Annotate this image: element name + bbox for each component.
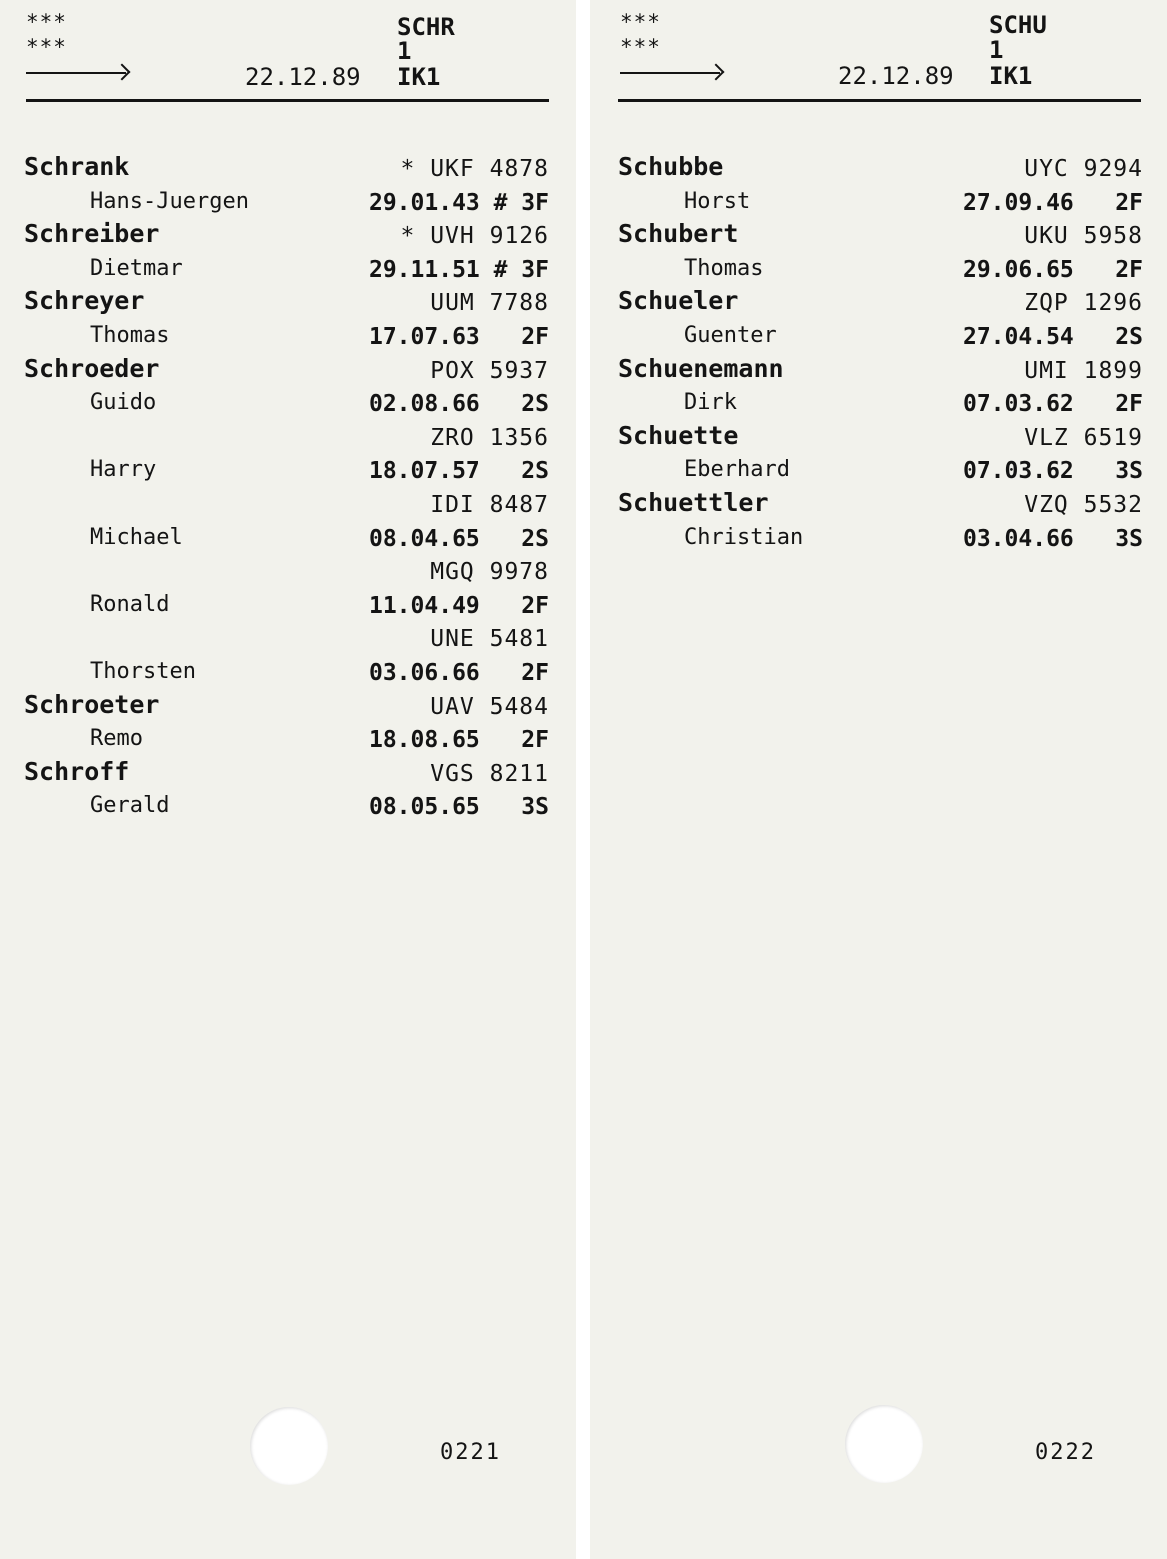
registration-code: * UKF 4878 <box>400 156 549 182</box>
table-row <box>24 555 549 589</box>
card-range: SCHR <box>397 13 455 41</box>
given-name: Thomas <box>684 255 764 281</box>
birth-date-class: 03.06.66 2F <box>368 659 549 686</box>
surname: Schubert <box>618 219 739 249</box>
table-row <box>24 522 549 556</box>
given-name: Thomas <box>90 322 170 348</box>
card-office: IK1 <box>989 62 1033 90</box>
index-card-left <box>0 0 576 1559</box>
birth-date-class: 29.06.65 2F <box>962 256 1143 283</box>
given-name: Gerald <box>90 793 170 819</box>
table-row <box>618 152 1143 186</box>
entry-list <box>618 152 1143 555</box>
table-row <box>618 320 1143 354</box>
table-row <box>618 387 1143 421</box>
registration-code: POX 5937 <box>430 357 549 384</box>
table-row <box>24 690 549 724</box>
stars-line-2: *** <box>620 35 661 59</box>
punch-hole <box>250 1407 328 1485</box>
surname: Schuenemann <box>618 353 784 383</box>
registration-code: ZRO 1356 <box>430 424 549 451</box>
table-row <box>24 757 549 791</box>
surname: Schroff <box>24 756 130 786</box>
table-row <box>618 219 1143 253</box>
table-row <box>618 354 1143 388</box>
registration-code: IDI 8487 <box>430 491 549 518</box>
birth-date-class: 27.04.54 2S <box>962 323 1143 350</box>
table-row <box>618 186 1143 220</box>
given-name: Dirk <box>684 390 737 416</box>
registration-code: VZQ 5532 <box>1024 491 1143 518</box>
page-number: 0221 <box>440 1440 501 1465</box>
card-gap <box>576 0 590 1559</box>
stars-line-1: *** <box>620 10 661 34</box>
surname: Schuette <box>618 420 739 450</box>
header-rule <box>618 99 1141 102</box>
birth-date-class: 07.03.62 2F <box>962 391 1143 418</box>
table-row <box>24 723 549 757</box>
table-row <box>24 152 549 186</box>
surname: Schroeder <box>24 353 160 383</box>
stars-line-2: *** <box>26 35 67 59</box>
given-name: Thorsten <box>90 658 196 684</box>
surname: Schrank <box>24 152 130 181</box>
table-row <box>618 454 1143 488</box>
registration-code: VGS 8211 <box>430 760 549 787</box>
registration-code: MGQ 9978 <box>430 559 549 586</box>
card-date: 22.12.89 <box>245 63 361 91</box>
registration-code: UYC 9294 <box>1024 156 1143 182</box>
given-name: Dietmar <box>90 255 183 281</box>
table-row <box>24 454 549 488</box>
given-name: Michael <box>90 524 183 550</box>
given-name: Christian <box>684 524 804 550</box>
registration-code: UUM 7788 <box>430 290 549 317</box>
registration-code: ZQP 1296 <box>1024 290 1143 317</box>
birth-date-class: 18.08.65 2F <box>368 727 549 754</box>
birth-date-class: 02.08.66 2S <box>368 391 549 418</box>
registration-code: UNE 5481 <box>430 626 549 653</box>
surname: Schreiber <box>24 219 160 249</box>
entry-list <box>24 152 549 824</box>
header-rule <box>26 99 549 102</box>
page-number: 0222 <box>1035 1440 1096 1465</box>
given-name: Eberhard <box>684 457 790 483</box>
registration-code: UKU 5958 <box>1024 223 1143 250</box>
registration-code: VLZ 6519 <box>1024 424 1143 451</box>
birth-date-class: 03.04.66 3S <box>962 525 1143 552</box>
arrow-right-icon <box>620 72 720 74</box>
table-row <box>24 421 549 455</box>
table-row <box>24 253 549 287</box>
stars-line-1: *** <box>26 10 67 34</box>
given-name: Harry <box>90 457 157 483</box>
birth-date-class: 08.05.65 3S <box>368 794 549 821</box>
table-row <box>24 488 549 522</box>
table-row <box>24 656 549 690</box>
birth-date-class: 29.01.43 # 3F <box>368 189 549 216</box>
table-row <box>24 790 549 824</box>
given-name: Hans-Juergen <box>90 188 249 214</box>
table-row <box>24 320 549 354</box>
table-row <box>24 286 549 320</box>
card-number: 1 <box>397 37 412 65</box>
table-row <box>24 622 549 656</box>
arrow-right-icon <box>26 72 126 74</box>
surname: Schuettler <box>618 487 769 517</box>
table-row <box>618 522 1143 556</box>
surname: Schubbe <box>618 152 724 181</box>
registration-code: UAV 5484 <box>430 693 549 720</box>
given-name: Remo <box>90 726 143 752</box>
registration-code: UMI 1899 <box>1024 357 1143 384</box>
table-row <box>618 421 1143 455</box>
birth-date-class: 11.04.49 2F <box>368 592 549 619</box>
birth-date-class: 07.03.62 3S <box>962 458 1143 485</box>
birth-date-class: 29.11.51 # 3F <box>368 256 549 283</box>
index-card-right <box>590 0 1167 1559</box>
given-name: Guido <box>90 390 157 416</box>
surname: Schueler <box>618 286 739 316</box>
table-row <box>618 488 1143 522</box>
birth-date-class: 08.04.65 2S <box>368 525 549 552</box>
table-row <box>24 354 549 388</box>
table-row <box>618 286 1143 320</box>
card-date: 22.12.89 <box>838 62 954 90</box>
card-number: 1 <box>989 36 1004 64</box>
table-row <box>618 253 1143 287</box>
birth-date-class: 18.07.57 2S <box>368 458 549 485</box>
table-row <box>24 219 549 253</box>
given-name: Horst <box>684 188 751 214</box>
surname: Schreyer <box>24 286 145 316</box>
table-row <box>24 387 549 421</box>
given-name: Ronald <box>90 591 170 617</box>
table-row <box>24 186 549 220</box>
card-range: SCHU <box>989 11 1047 39</box>
birth-date-class: 27.09.46 2F <box>962 189 1143 216</box>
registration-code: * UVH 9126 <box>400 223 549 250</box>
card-office: IK1 <box>397 63 441 91</box>
punch-hole <box>845 1405 923 1483</box>
birth-date-class: 17.07.63 2F <box>368 323 549 350</box>
table-row <box>24 589 549 623</box>
given-name: Guenter <box>684 322 777 348</box>
surname: Schroeter <box>24 689 160 719</box>
